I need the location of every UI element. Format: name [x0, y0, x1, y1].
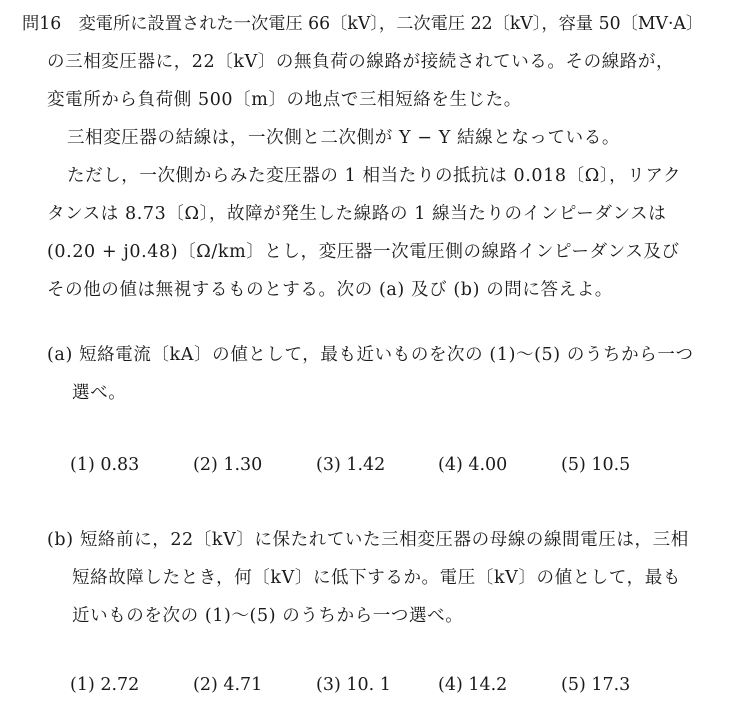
- part-a-choices: [0, 453, 750, 477]
- choice-option[interactable]: (1) 0.83: [70, 455, 140, 475]
- part-b-line: 短絡故障したとき，何〔kV〕に低下するか。電圧〔kV〕の値として，最も: [72, 568, 681, 588]
- question-line: 変電所から負荷側 500〔m〕の地点で三相短絡を生じた。: [47, 90, 522, 110]
- question-line: (0.20 + j0.48)〔Ω/km〕とし，変圧器一次電圧側の線路インピーダンス及び: [47, 242, 680, 262]
- part-b-line: 近いものを次の (1)～(5) のうちから一つ選べ。: [72, 606, 464, 626]
- part-b-choices: [0, 673, 750, 697]
- choice-option[interactable]: (3) 10. 1: [316, 675, 391, 695]
- choice-option[interactable]: (1) 2.72: [70, 675, 140, 695]
- choice-option[interactable]: (2) 1.30: [193, 455, 263, 475]
- question-line: その他の値は無視するものとする。次の (a) 及び (b) の問に答えよ。: [47, 280, 613, 300]
- choice-option[interactable]: (3) 1.42: [316, 455, 386, 475]
- part-b-line: (b) 短絡前に，22〔kV〕に保たれていた三相変圧器の母線の線間電圧は，三相: [47, 530, 689, 550]
- choice-option[interactable]: (5) 17.3: [561, 675, 631, 695]
- question-line: 問16 変電所に設置された一次電圧 66〔kV〕，二次電圧 22〔kV〕，容量 50〔MV·A〕: [22, 14, 704, 34]
- choice-option[interactable]: (5) 10.5: [561, 455, 631, 475]
- part-a-line: (a) 短絡電流〔kA〕の値として，最も近いものを次の (1)～(5) のうちから一つ: [47, 345, 694, 365]
- question-line: ただし，一次側からみた変圧器の 1 相当たりの抵抗は 0.018〔Ω〕，リアク: [67, 166, 682, 186]
- part-a-line: 選べ。: [72, 383, 127, 403]
- question-line: 三相変圧器の結線は，一次側と二次側が Y − Y 結線となっている。: [67, 128, 620, 148]
- choice-option[interactable]: (4) 4.00: [438, 455, 508, 475]
- question-line: タンスは 8.73〔Ω〕，故障が発生した線路の 1 線当たりのインピーダンスは: [47, 204, 667, 224]
- choice-option[interactable]: (2) 4.71: [193, 675, 263, 695]
- question-line: の三相変圧器に，22〔kV〕の無負荷の線路が接続されている。その線路が，: [47, 52, 675, 72]
- choice-option[interactable]: (4) 14.2: [438, 675, 508, 695]
